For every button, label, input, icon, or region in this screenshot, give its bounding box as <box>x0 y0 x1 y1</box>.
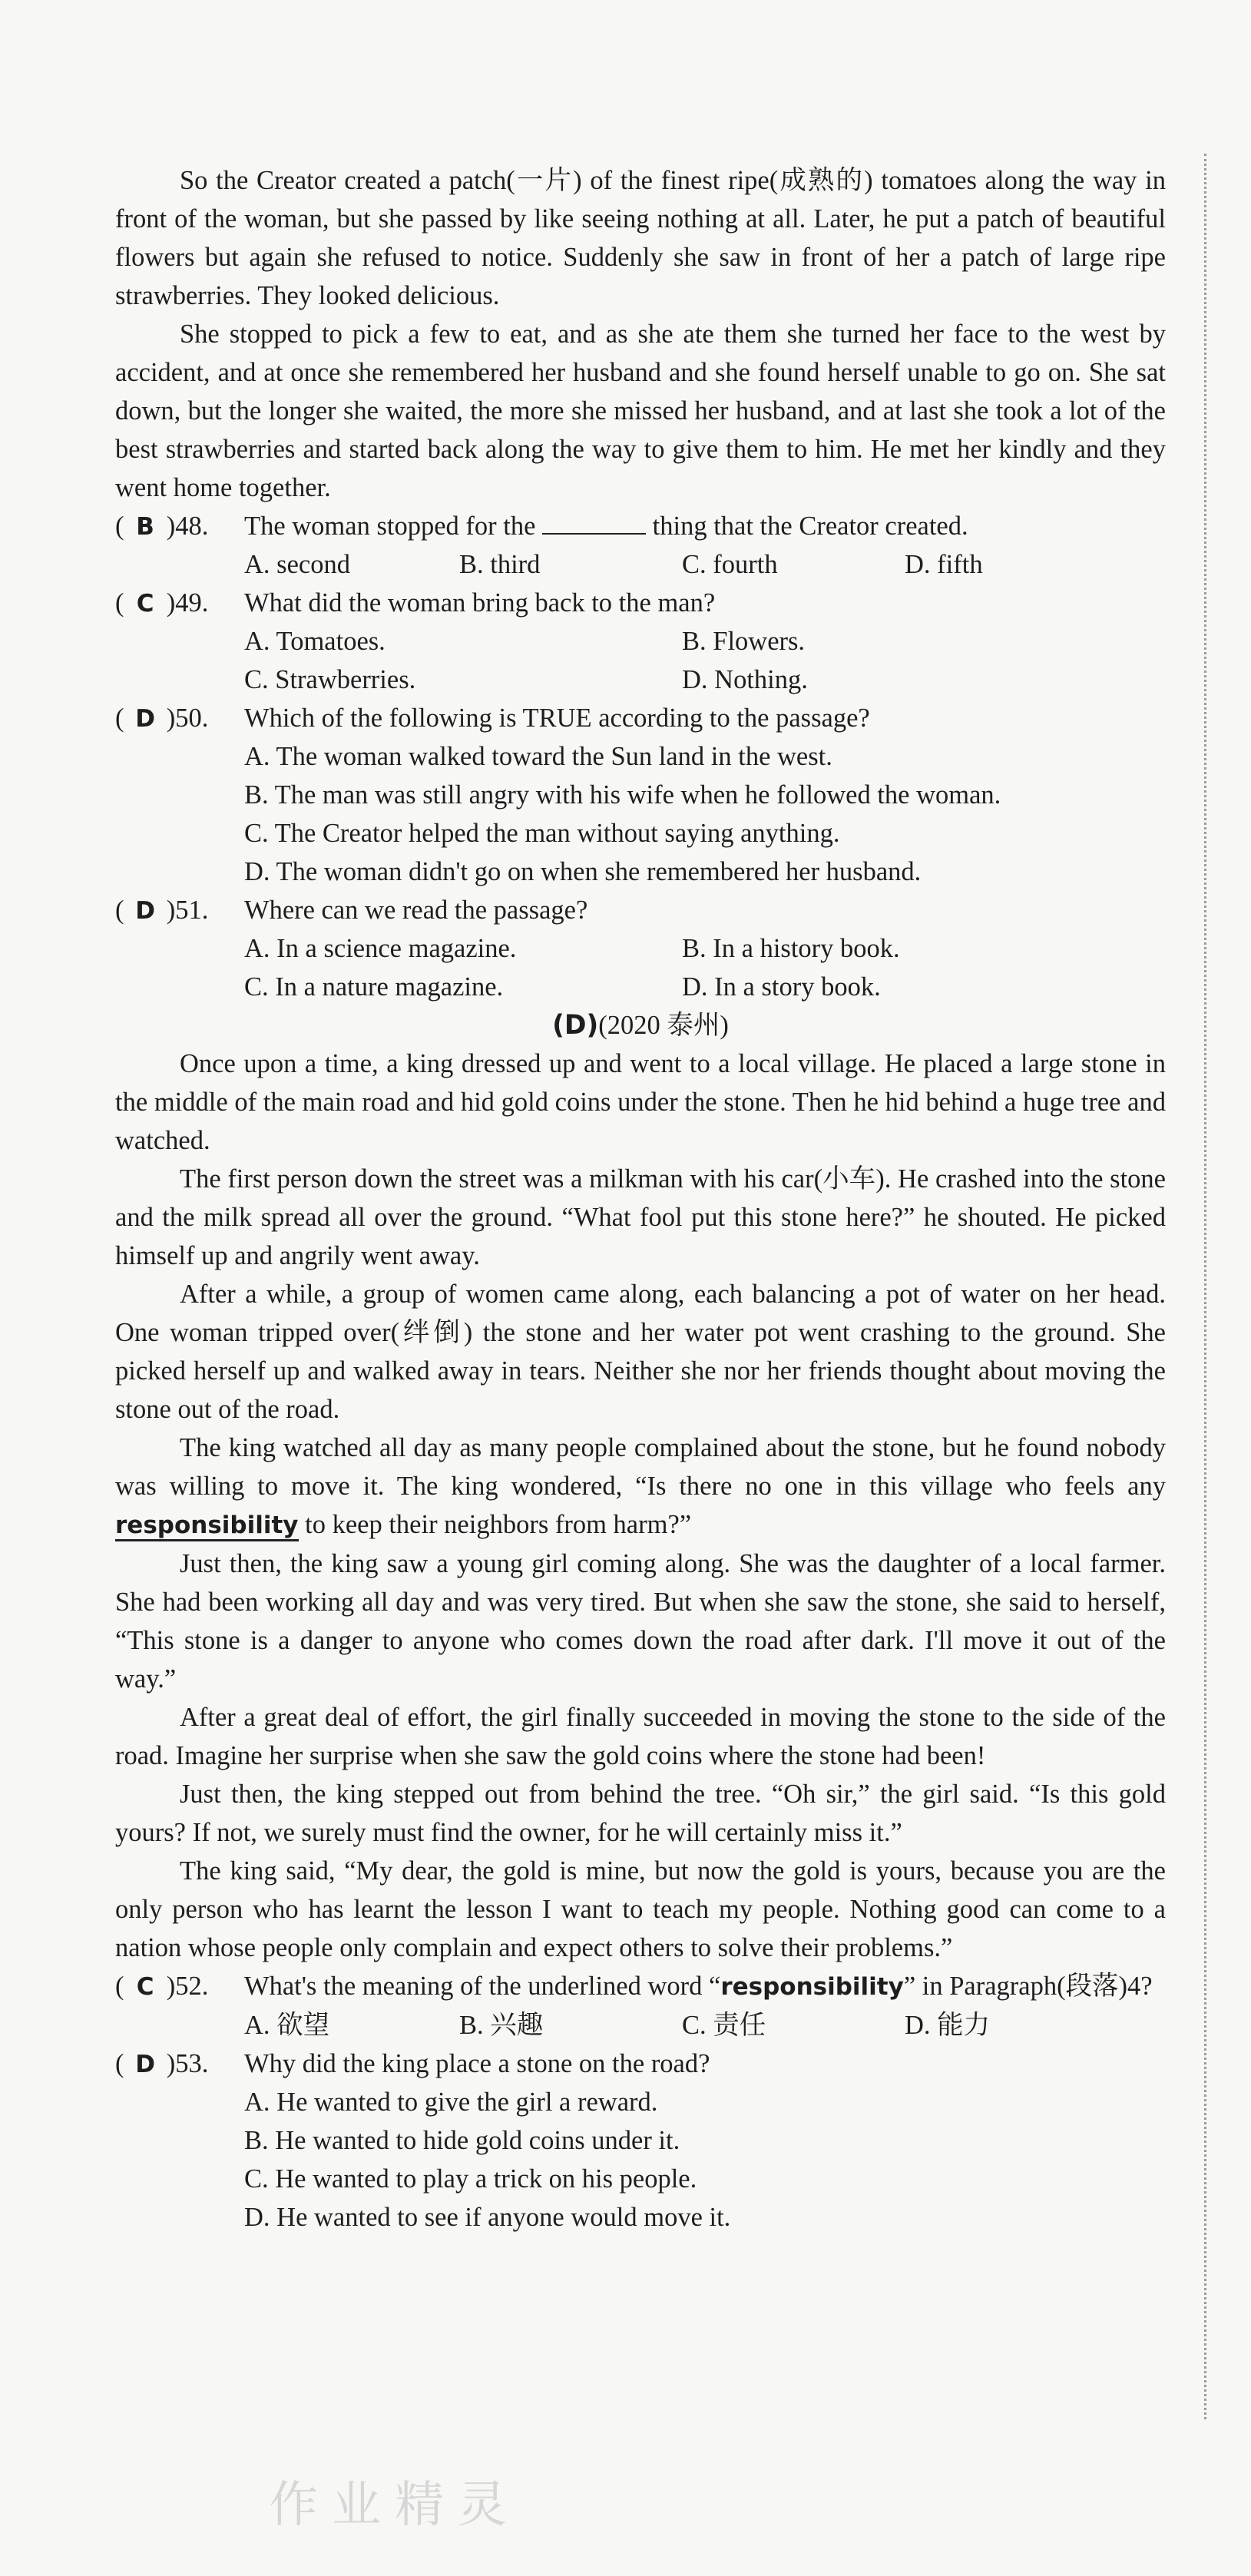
question-stem-end: thing that the Creator created. <box>652 512 968 541</box>
option-c: C. Strawberries. <box>244 665 416 694</box>
options-49 <box>115 622 1166 699</box>
answer-slot: ( B )48. <box>115 512 209 541</box>
passage-d-paragraph-1: Once upon a time, a king dressed up and went to a local village. He placed a large stone in the middle of the main road and hid gold coins under the stone. Then he hid behind a huge tree and watched. <box>115 1049 1166 1155</box>
option-a: A. second <box>244 550 350 579</box>
question-49 <box>115 584 1166 622</box>
passage-d-paragraph-5: Just then, the king saw a young girl coming along. She was the daughter of a local farmer. She had been working all day and was very tired. But when she saw the stone, she said to herself, “This stone is a danger to anyone who comes down the road after dark. I'll move it out of the way.” <box>115 1549 1166 1694</box>
question-52: ( C )52. What's the meaning of the underlined word “responsibility” in Paragraph(段落)4? <box>115 1967 1166 2006</box>
fill-blank <box>542 510 646 535</box>
section-d-heading <box>115 1006 1166 1045</box>
answer-slot: ( C )49. <box>115 588 209 618</box>
passage-d-paragraph-4: The king watched all day as many people complained about the stone, but he found nobody was willing to move it. The king wondered, “Is there no one in this village who feels any responsibility to keep their neighbors from harm?” <box>115 1429 1166 1545</box>
watermark: 作业精灵 <box>269 2477 521 2534</box>
option-a: A. In a science magazine. <box>244 934 517 963</box>
passage-c-paragraph-1: So the Creator created a patch(一片) of the finest ripe(成熟的) tomatoes along the way in front of the woman, but she passed by like seeing nothing at all. Later, he put a patch of beautiful flowers but again she refused to notice. Suddenly she saw in front of her a patch of large ripe strawberries. They looked delicious. <box>115 166 1166 310</box>
section-label: (D) <box>552 1010 599 1041</box>
option-a: A. The woman walked toward the Sun land in the west. <box>244 742 832 771</box>
passage-c-paragraph-2: She stopped to pick a few to eat, and as she ate them she turned her face to the west by accident, and at once she remembered her husband and she found herself unable to go on. She sat down, but the longer she waited, the more she missed her husband, and at last she took a lot of the best strawberries and started back along the way to give them to him. He met her kindly and they went home together. <box>115 320 1166 502</box>
option-a: A. 欲望 <box>244 2011 330 2040</box>
question-stem: Where can we read the passage? <box>244 896 588 925</box>
question-stem: The woman stopped for the <box>244 512 536 541</box>
question-stem: Which of the following is TRUE according to the passage? <box>244 704 870 733</box>
passage-d-paragraph-6: After a great deal of effort, the girl finally succeeded in moving the stone to the side of the road. Imagine her surprise when she saw the gold coins where the stone had been! <box>115 1703 1166 1770</box>
option-b: B. third <box>459 550 541 579</box>
question-48 <box>115 507 1166 545</box>
section-source: (2020 泰州) <box>598 1011 729 1040</box>
question-stem: Why did the king place a stone on the road? <box>244 2049 710 2078</box>
worksheet-page <box>115 161 1166 2237</box>
option-a: A. He wanted to give the girl a reward. <box>244 2088 658 2117</box>
passage-d-paragraph-2: The first person down the street was a milkman with his car(小车). He crashed into the stone and the milk spread all over the ground. “What fool put this stone here?” he shouted. He picked himself up and angrily went away. <box>115 1164 1166 1270</box>
option-d: D. Nothing. <box>682 665 808 694</box>
margin-dotted-line <box>1204 154 1206 2419</box>
passage-d-paragraph-8: The king said, “My dear, the gold is mine, but now the gold is yours, because you are the only person who has learnt the lesson I want to teach my people. Nothing good can come to a nation whose people only complain and expect others to solve their problems.” <box>115 1856 1166 1962</box>
stem-bold-word: responsibility <box>720 1973 904 2001</box>
answer-slot: ( D )53. <box>115 2049 209 2078</box>
passage-d-paragraph-3: After a while, a group of women came along, each balancing a pot of water on her head. One woman tripped over(绊倒) the stone and her water pot went crashing to the ground. She picked herself up and walked away in tears. Neither she nor her friends thought about moving the stone out of the road. <box>115 1280 1166 1424</box>
underlined-word: responsibility <box>115 1511 299 1541</box>
option-b: B. The man was still angry with his wife when he followed the woman. <box>244 780 1001 810</box>
answer-slot: ( C )52. <box>115 1972 209 2001</box>
option-c: C. The Creator helped the man without saying anything. <box>244 819 840 848</box>
answer-slot: ( D )50. <box>115 704 209 733</box>
option-b: B. 兴趣 <box>459 2011 544 2040</box>
passage-d-paragraph-7: Just then, the king stepped out from behind the tree. “Oh sir,” the girl said. “Is this gold yours? If not, we surely must find the owner, for he will certainly miss it.” <box>115 1780 1166 1847</box>
options-51 <box>115 929 1166 1006</box>
options-52 <box>115 2006 1166 2045</box>
option-d: D. 能力 <box>905 2011 991 2040</box>
option-c: C. In a nature magazine. <box>244 972 504 1002</box>
options-48 <box>115 545 1166 584</box>
option-b: B. In a history book. <box>682 934 900 963</box>
option-c: C. fourth <box>682 550 778 579</box>
options-50 <box>115 737 1166 891</box>
question-50 <box>115 699 1166 737</box>
option-c: C. 责任 <box>682 2011 766 2040</box>
option-a: A. Tomatoes. <box>244 627 386 656</box>
answer-slot: ( D )51. <box>115 896 209 925</box>
option-d: D. He wanted to see if anyone would move it. <box>244 2203 731 2232</box>
question-53 <box>115 2045 1166 2083</box>
option-d: D. The woman didn't go on when she remembered her husband. <box>244 857 922 886</box>
question-stem: What did the woman bring back to the man? <box>244 588 716 618</box>
option-b: B. He wanted to hide gold coins under it. <box>244 2126 680 2155</box>
option-c: C. He wanted to play a trick on his people. <box>244 2164 697 2194</box>
option-d: D. fifth <box>905 550 983 579</box>
options-53 <box>115 2083 1166 2237</box>
question-51 <box>115 891 1166 929</box>
option-b: B. Flowers. <box>682 627 806 656</box>
option-d: D. In a story book. <box>682 972 881 1002</box>
